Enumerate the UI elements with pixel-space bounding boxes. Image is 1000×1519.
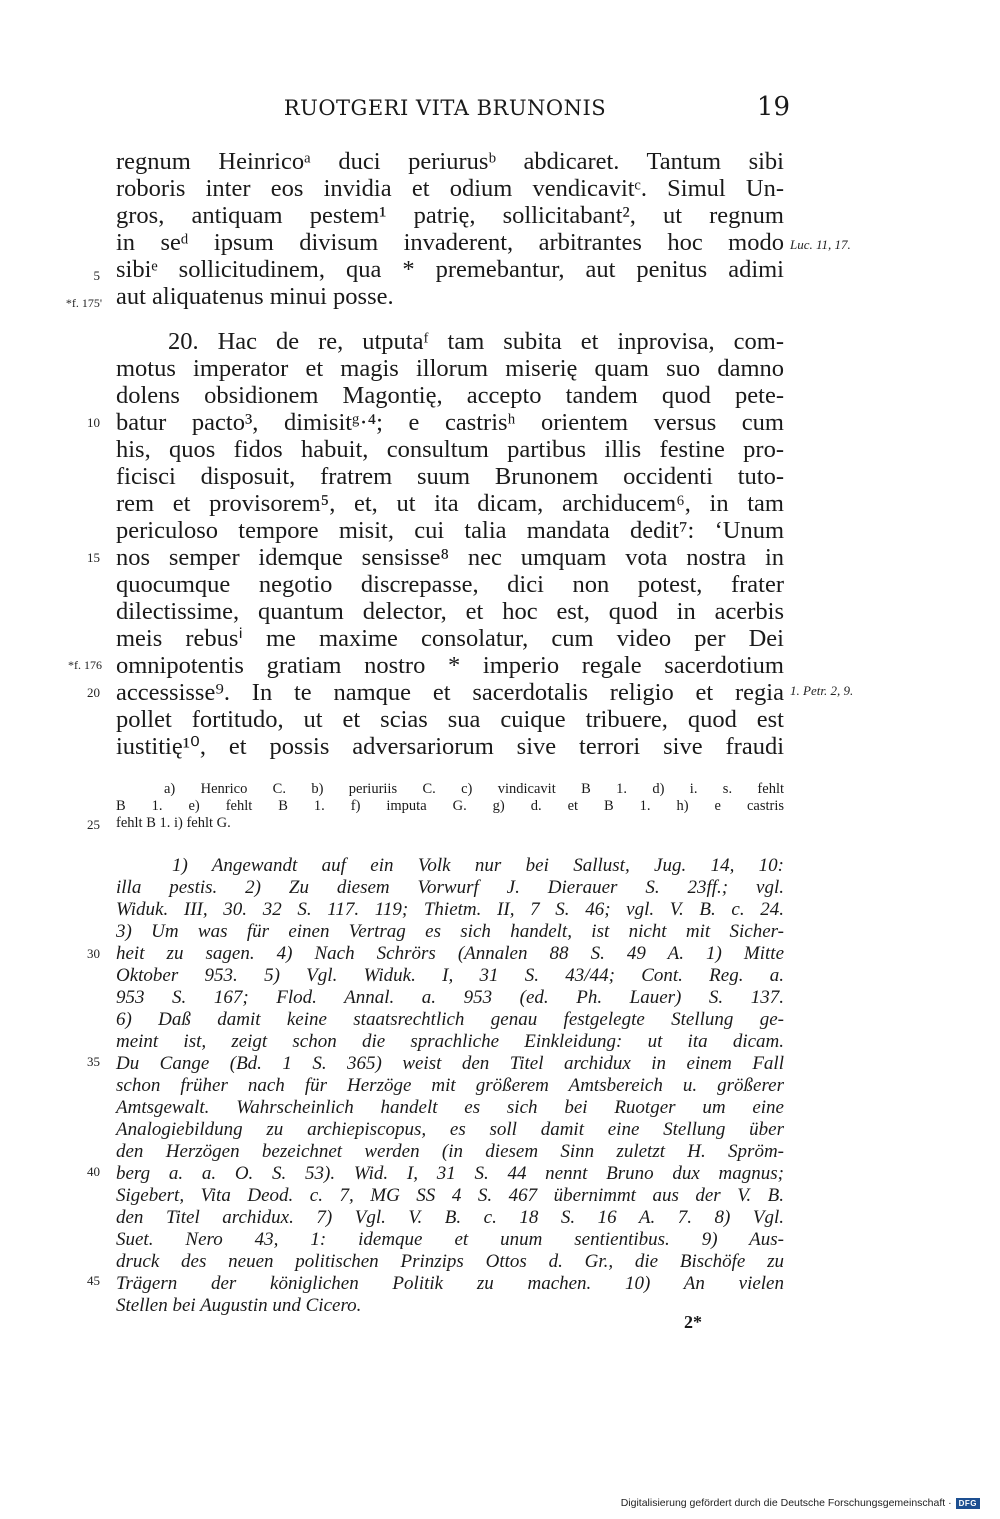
text-line: meis rebusⁱ me maxime consolatur, cum video per Dei xyxy=(116,625,784,652)
digitization-credit xyxy=(621,1497,980,1509)
text-line: rem et provisorem⁵, et, ut ita dicam, archiducem⁶, in tam xyxy=(116,490,784,517)
footnote-line: 6) Daß damit keine staatsrechtlich genau festgelegte Stellung ge- xyxy=(116,1009,784,1030)
footnote-line: den Titel archidux. 7) Vgl. V. B. c. 18 S. 16 A. 7. 8) Vgl. xyxy=(116,1207,784,1228)
line-number: 40 xyxy=(87,1164,100,1179)
footnote-line: Oktober 953. 5) Vgl. Widuk. I, 31 S. 43/44; Cont. Reg. a. xyxy=(116,965,784,986)
footnote-line: Amtsgewalt. Wahrscheinlich handelt es sich bei Ruotger um eine xyxy=(116,1097,784,1118)
folio-mark: *f. 175' xyxy=(65,296,102,310)
text-line: pollet fortitudo, ut et scias sua cuique tribuere, quod est xyxy=(116,706,784,733)
footnote-line: druck des neuen politischen Prinzips Ottos d. Gr., die Bischöfe zu xyxy=(116,1251,784,1272)
line-number: 35 xyxy=(87,1054,100,1069)
signature-mark: 2* xyxy=(684,1312,702,1332)
text-line: dilectissime, quantum delector, et hoc est, quod in acerbis xyxy=(116,598,784,625)
text-line: periculoso tempore misit, cui talia mandata dedit⁷: ʻUnum xyxy=(116,517,784,544)
footnote-line: Trägern der königlichen Politik zu machen. 10) An vielen xyxy=(116,1273,784,1294)
line-number: 5 xyxy=(93,268,100,283)
footnote-line: Analogiebildung zu archiepiscopus, es soll damit eine Stellung über xyxy=(116,1119,784,1140)
text-line: roboris inter eos invidia et odium vendicavitᶜ. Simul Un- xyxy=(116,175,784,202)
text-line: 20. Hac de re, utputaᶠ tam subita et inprovisa, com- xyxy=(168,328,784,355)
apparatus-line: fehlt B 1. i) fehlt G. xyxy=(116,815,231,831)
line-number: 45 xyxy=(87,1273,100,1288)
footnote-line: Suet. Nero 43, 1: idemque et unum sentientibus. 9) Aus- xyxy=(116,1229,784,1250)
text-line: iustitię¹⁰, et possis adversariorum sive terrori sive fraudi xyxy=(116,733,784,760)
text-line: dolens obsidionem Magontię, accepto tandem quod pete- xyxy=(116,382,784,409)
text-line: motus imperator et magis illorum miserię quam suo damno xyxy=(116,355,784,382)
dfg-logo: DFG xyxy=(956,1498,980,1509)
line-number: 20 xyxy=(87,685,100,700)
text-line: sibiᵉ sollicitudinem, qua * premebantur, aut penitus adimi xyxy=(116,256,784,283)
footnote-line: 1) Angewandt auf ein Volk nur bei Sallust, Jug. 14, 10: xyxy=(172,855,784,876)
footnote-line: berg a. a. O. S. 53). Wid. I, 31 S. 44 nennt Bruno dux magnus; xyxy=(116,1163,784,1184)
text-line: omnipotentis gratiam nostro * imperio regale sacerdotium xyxy=(116,652,784,679)
footnote-line: Stellen bei Augustin und Cicero. xyxy=(116,1295,362,1316)
footnote-line: den Herzögen bezeichnet werden (in diesem Sinn zuletzt H. Spröm- xyxy=(116,1141,784,1162)
line-number: 25 xyxy=(87,817,100,832)
footnote-line: meint ist, zeigt schon die sprachliche Einkleidung: ut ita dicam. xyxy=(116,1031,784,1052)
line-number: 10 xyxy=(87,415,100,430)
footnote-line: Sigebert, Vita Deod. c. 7, MG SS 4 S. 467 übernimmt aus der V. B. xyxy=(116,1185,784,1206)
text-line: aut aliquatenus minui posse. xyxy=(116,283,394,310)
footnote-line: Widuk. III, 30. 32 S. 117. 119; Thietm. II, 7 S. 46; vgl. V. B. c. 24. xyxy=(116,899,784,920)
footnote-line: illa pestis. 2) Zu diesem Vorwurf J. Dierauer S. 23ff.; vgl. xyxy=(116,877,784,898)
text-line: ficisci disposuit, fratrem suum Brunonem occidenti tuto- xyxy=(116,463,784,490)
margin-reference: Luc. 11, 17. xyxy=(790,237,851,252)
footnote-line: Du Cange (Bd. 1 S. 365) weist den Titel archidux in einem Fall xyxy=(116,1053,784,1074)
footnote-line: 953 S. 167; Flod. Annal. a. 953 (ed. Ph. Lauer) S. 137. xyxy=(116,987,784,1008)
footnote-line: heit zu sagen. 4) Nach Schrörs (Annalen 88 S. 49 A. 1) Mitte xyxy=(116,943,784,964)
text-line: accessisse⁹. In te namque et sacerdotalis religio et regia xyxy=(116,679,784,706)
footnote-line: schon früher nach für Herzöge mit größerem Amtsbereich u. größerer xyxy=(116,1075,784,1096)
text-line: gros, antiquam pestem¹ patrię, sollicitabant², ut regnum xyxy=(116,202,784,229)
text-line: regnum Heinricoᵃ duci periurusᵇ abdicaret. Tantum sibi xyxy=(116,148,784,175)
line-number: 15 xyxy=(87,550,100,565)
page-number: 19 xyxy=(756,92,790,122)
folio-mark: *f. 176 xyxy=(68,658,102,672)
footnote-line: 3) Um was für einen Vertrag es sich handelt, ist nicht mit Sicher- xyxy=(116,921,784,942)
running-header xyxy=(100,92,790,128)
text-line: quocumque negotio discrepasse, dici non potest, frater xyxy=(116,571,784,598)
text-line: nos semper idemque sensisse⁸ nec umquam vota nostra in xyxy=(116,544,784,571)
credit-text: Digitalisierung gefördert durch die Deutsche Forschungsgemeinschaft · xyxy=(620,1497,952,1509)
text-line: in seᵈ ipsum divisum invaderent, arbitrantes hoc modo xyxy=(116,229,784,256)
margin-reference: 1. Petr. 2, 9. xyxy=(790,683,854,698)
text-line: his, quos fidos habuit, consultum partibus illis festine pro- xyxy=(116,436,784,463)
running-title: RUOTGERI VITA BRUNONIS xyxy=(283,96,607,120)
text-line: batur pacto³, dimisitᵍ·⁴; e castrisʰ orientem versus cum xyxy=(116,409,784,436)
apparatus-line: B 1. e) fehlt B 1. f) imputa G. g) d. et B 1. h) e castris xyxy=(116,798,784,814)
line-number: 30 xyxy=(87,946,100,961)
apparatus-line: a) Henrico C. b) periuriis C. c) vindicavit B 1. d) i. s. fehlt xyxy=(164,781,784,797)
